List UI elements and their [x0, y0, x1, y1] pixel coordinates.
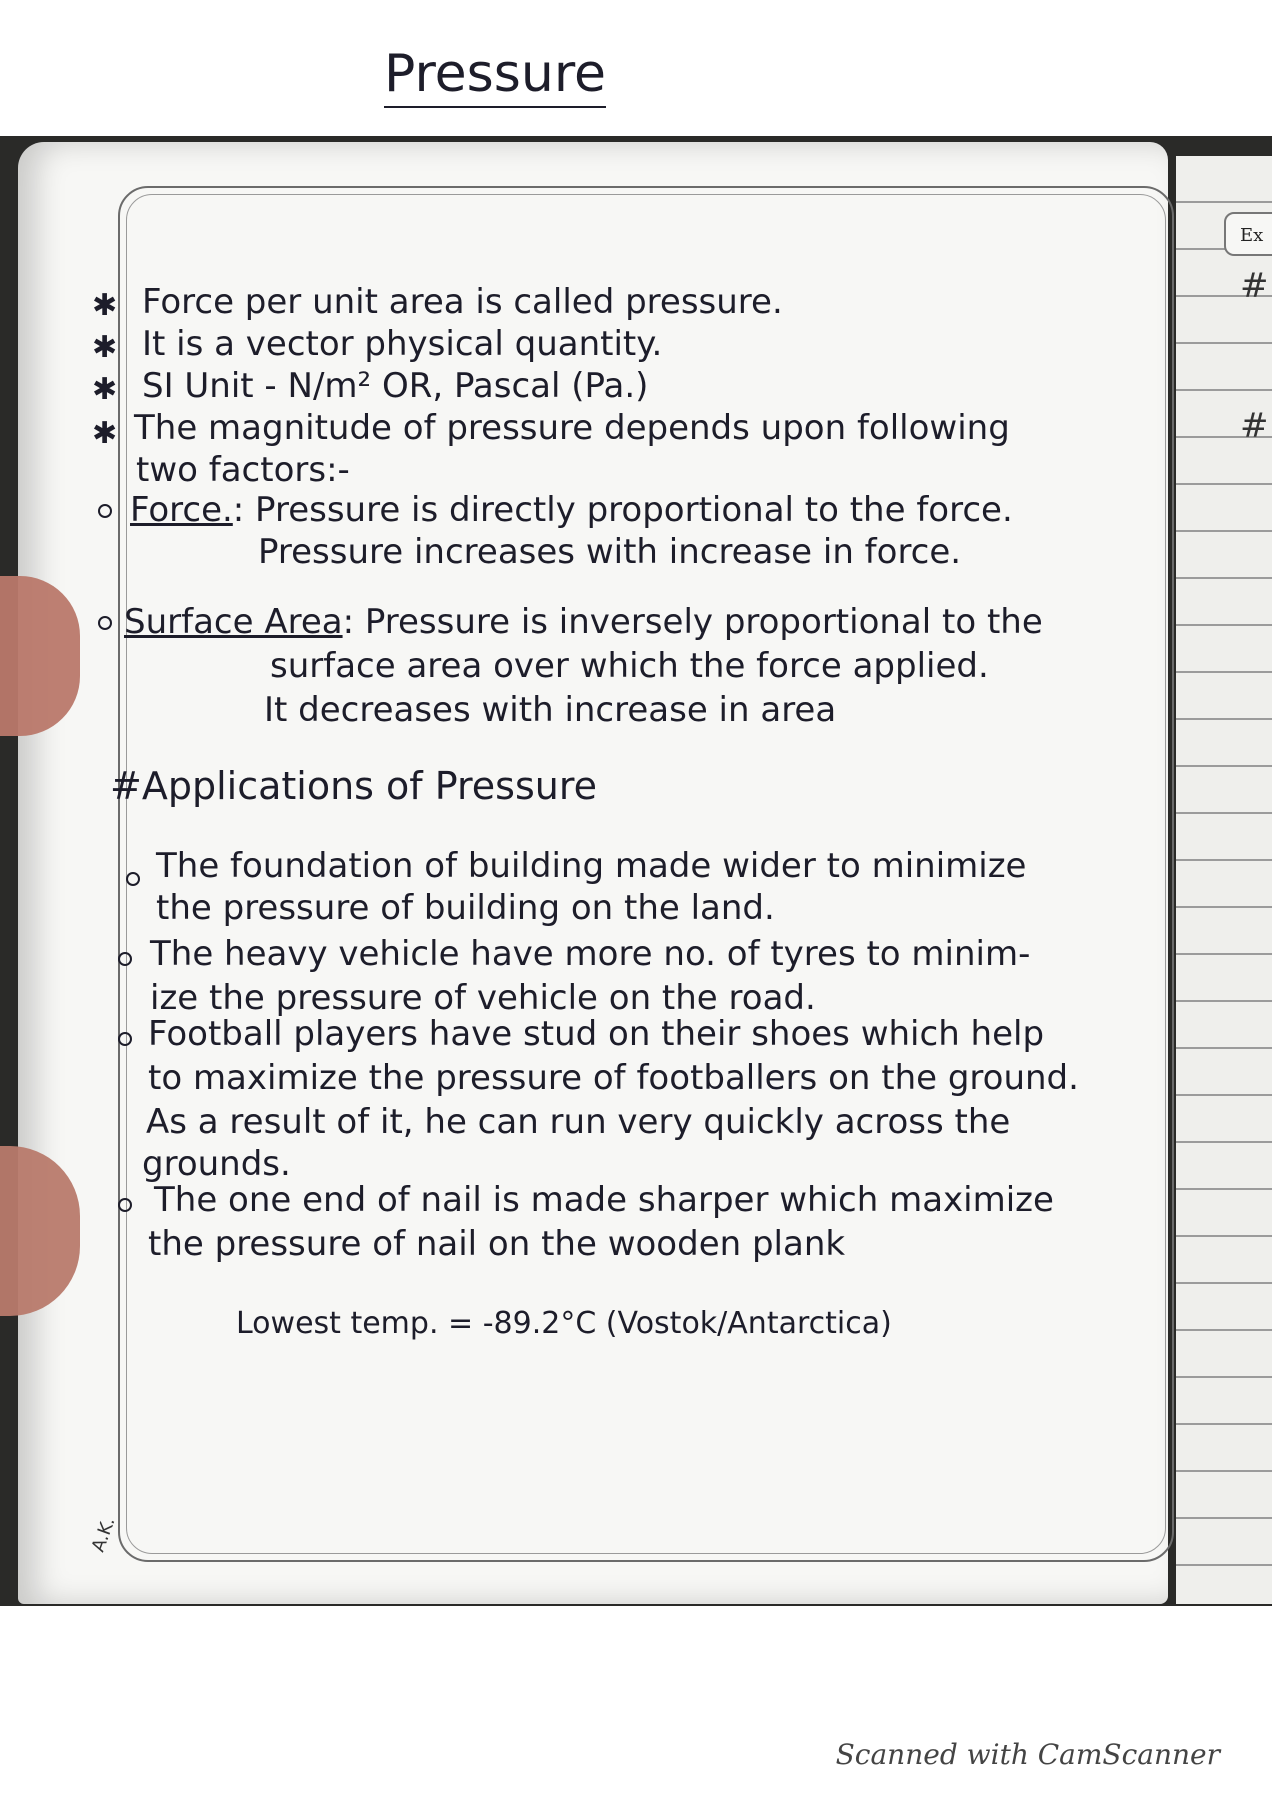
author-initials: A.K. — [87, 1514, 120, 1555]
factor-text: : Pressure is inversely proportional to the — [342, 602, 1043, 642]
application-line: grounds. — [142, 1144, 291, 1184]
section-heading: #Applications of Pressure — [110, 764, 598, 808]
star-bullet: ✱ — [92, 416, 118, 451]
circle-bullet — [98, 616, 112, 630]
application-line: The heavy vehicle have more no. of tyres to minim- — [150, 934, 1031, 974]
factor-row — [130, 490, 1013, 530]
application-line: ize the pressure of vehicle on the road. — [150, 978, 816, 1018]
application-line: As a result of it, he can run very quickly across the — [146, 1102, 1011, 1142]
circle-bullet — [118, 1198, 132, 1212]
scanner-watermark: Scanned with CamScanner — [835, 1738, 1220, 1771]
thumb — [0, 576, 80, 736]
point-text: It is a vector physical quantity. — [142, 324, 663, 364]
point-text: SI Unit - N/m² OR, Pascal (Pa.) — [142, 366, 649, 406]
hash-mark: # — [1240, 266, 1269, 306]
application-line: to maximize the pressure of footballers on the ground. — [148, 1058, 1079, 1098]
circle-bullet — [126, 872, 140, 886]
star-bullet: ✱ — [92, 372, 118, 407]
factor-text: surface area over which the force applied. — [270, 646, 989, 686]
adjacent-page-label: Ex — [1224, 212, 1272, 256]
note-text: Lowest temp. = -89.2°C (Vostok/Antarctica) — [236, 1306, 892, 1341]
application-line: Football players have stud on their shoes which help — [148, 1014, 1045, 1054]
hash-mark: # — [1240, 406, 1269, 446]
factor-label: Force. — [130, 490, 233, 530]
factor-text: It decreases with increase in area — [264, 690, 837, 730]
circle-bullet — [98, 504, 112, 518]
circle-bullet — [118, 952, 132, 966]
application-line: the pressure of building on the land. — [156, 888, 775, 928]
application-line: the pressure of nail on the wooden plank — [148, 1224, 846, 1264]
factor-row — [124, 602, 1043, 642]
circle-bullet — [118, 1032, 132, 1046]
point-text: Force per unit area is called pressure. — [142, 282, 783, 322]
factor-text: Pressure increases with increase in force. — [258, 532, 962, 572]
factor-text: : Pressure is directly proportional to the force. — [232, 490, 1013, 530]
page-title: Pressure — [384, 44, 606, 108]
star-bullet: ✱ — [92, 288, 118, 323]
application-line: The foundation of building made wider to minimize — [156, 846, 1027, 886]
adjacent-page — [1176, 156, 1272, 1604]
point-text: two factors:- — [136, 450, 350, 490]
star-bullet: ✱ — [92, 330, 118, 365]
point-text: The magnitude of pressure depends upon following — [134, 408, 1010, 448]
application-line: The one end of nail is made sharper which maximize — [154, 1180, 1054, 1220]
factor-label: Surface Area — [124, 602, 343, 642]
